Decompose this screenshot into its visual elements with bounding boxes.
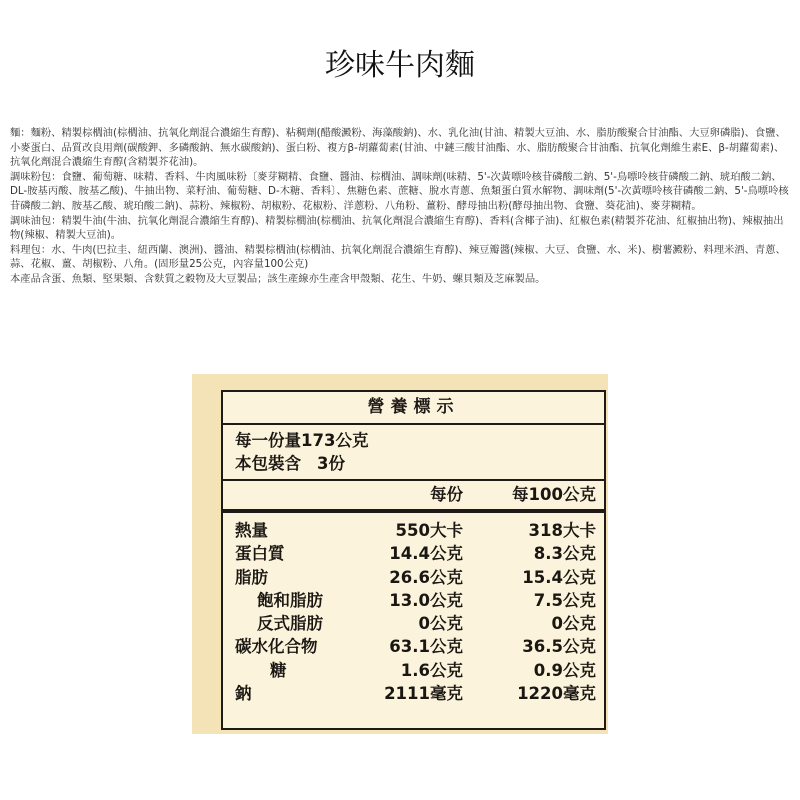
seasoning-powder-ingredients: 調味粉包：食鹽、葡萄糖、味精、香料、牛肉風味粉〔麥芽糊精、食鹽、醬油、棕櫚油、調味劑(味精、5'-次黃嘌呤核苷磷酸二鈉、5'-鳥嘌呤核苷磷酸二鈉、琥珀酸二鈉、DL-胺基丙酸、胺基乙酸)、牛抽出物、菜籽油、葡萄糖、D-木糖、香料〕、焦糖色素、蔗糖、脫水青蔥、魚類蛋白質水解物、調味劑(5'-次黃嘌呤核苷磷酸二鈉、5'-鳥嘌呤核苷磷酸二鈉、胺基乙酸、琥珀酸二鈉)、蒜粉、辣椒粉、胡椒粉、花椒粉、洋蔥粉、八角粉、薑粉、酵母抽出粉(酵母抽出物、食鹽、葵花油)、麥芽糊精。 xyxy=(10,170,789,212)
nutrition-rows xyxy=(223,513,604,705)
per-serving-header: 每份 xyxy=(430,485,463,504)
nutrient-per-100g: 36.5公克 xyxy=(522,637,596,657)
nutrient-per-100g: 8.3公克 xyxy=(533,544,596,564)
nutrient-label: 鈉 xyxy=(235,684,252,704)
nutrient-row-trans-fat xyxy=(223,612,604,635)
ingredients-block xyxy=(10,126,792,287)
nutrient-per-serving: 63.1公克 xyxy=(389,637,463,657)
nutrition-facts-table xyxy=(221,390,606,730)
serving-info xyxy=(223,425,604,479)
nutrient-per-serving: 13.0公克 xyxy=(389,590,463,610)
nutrient-label: 熱量 xyxy=(235,521,268,540)
nutrient-row-saturated-fat xyxy=(223,589,604,612)
serving-size: 每一份量173公克 xyxy=(235,431,369,450)
servings-per-package xyxy=(235,452,592,475)
nutrient-label: 反式脂肪 xyxy=(257,614,323,634)
nutrient-per-serving: 0公克 xyxy=(418,614,463,634)
nutrition-column-header xyxy=(223,479,604,513)
nutrient-per-100g: 0公克 xyxy=(551,614,596,634)
nutrient-row-energy xyxy=(223,519,604,542)
nutrient-label: 糖 xyxy=(270,660,287,680)
product-title: 珍味牛肉麵 xyxy=(325,48,475,83)
cooking-pack-ingredients: 料理包：水、牛肉(巴拉圭、紐西蘭、澳洲)、醬油、精製棕櫚油(棕櫚油、抗氧化劑混合濃縮生育醇)、辣豆瓣醬(辣椒、大豆、食鹽、水、米)、樹薯澱粉、料理米酒、青蔥、蒜、花椒、薑、胡椒粉、八角。(固形量25公克，內容量100公克) xyxy=(10,243,786,271)
nutrient-per-100g: 318大卡 xyxy=(528,521,596,540)
nutrient-row-carbohydrate xyxy=(223,635,604,658)
nutrient-per-100g: 0.9公克 xyxy=(533,660,596,680)
servings-value: 3份 xyxy=(317,454,345,473)
noodle-ingredients: 麵：麵粉、精製棕櫚油(棕櫚油、抗氧化劑混合濃縮生育醇)、粘稠劑(醋酸澱粉、海藻酸鈉)、水、乳化油(甘油、精製大豆油、水、脂肪酸聚合甘油酯、大豆卵磷脂)、食鹽、小麥蛋白、品質改良用劑(碳酸鉀、多磷酸鈉、無水碳酸鈉)、蛋白粉、複方β-胡蘿蔔素(甘油、中鏈三酸甘油酯、水、脂肪酸聚合甘油酯、抗氧化劑維生素E、β-胡蘿蔔素)、抗氧化劑混合濃縮生育醇(含精製芥花油)。 xyxy=(10,127,786,169)
nutrient-row-fat xyxy=(223,566,604,589)
nutrient-row-sugar xyxy=(223,659,604,682)
nutrient-per-serving: 1.6公克 xyxy=(400,660,463,680)
nutrient-label: 脂肪 xyxy=(235,567,268,587)
nutrient-per-100g: 1220毫克 xyxy=(517,684,596,704)
nutrient-per-serving: 550大卡 xyxy=(395,521,463,540)
nutrient-row-sodium xyxy=(223,682,604,705)
allergen-statement: 本產品含蛋、魚類、堅果類、含麩質之穀物及大豆製品；該生產線亦生產含甲殼類、花生、牛奶、螺貝類及芝麻製品。 xyxy=(10,272,546,285)
nutrient-per-100g: 15.4公克 xyxy=(522,567,596,587)
servings-label: 本包裝含 xyxy=(235,454,301,473)
nutrient-per-serving: 2111毫克 xyxy=(384,684,463,704)
nutrient-label: 蛋白質 xyxy=(235,544,285,564)
nutrient-row-protein xyxy=(223,542,604,565)
nutrient-per-serving: 26.6公克 xyxy=(389,567,463,587)
nutrient-per-100g: 7.5公克 xyxy=(533,590,596,610)
nutrient-label: 飽和脂肪 xyxy=(257,590,323,610)
seasoning-oil-ingredients: 調味油包：精製牛油(牛油、抗氧化劑混合濃縮生育醇)、精製棕櫚油(棕櫚油、抗氧化劑混合濃縮生育醇)、香料(含椰子油)、紅椒色素(精製芥花油、紅椒抽出物)、辣椒抽出物(辣椒、精製大豆油)。 xyxy=(10,214,784,242)
nutrient-per-serving: 14.4公克 xyxy=(389,544,463,564)
nutrient-label: 碳水化合物 xyxy=(235,637,318,657)
per-100g-header: 每100公克 xyxy=(512,485,596,504)
nutrition-heading: 營養標示 xyxy=(223,392,604,425)
